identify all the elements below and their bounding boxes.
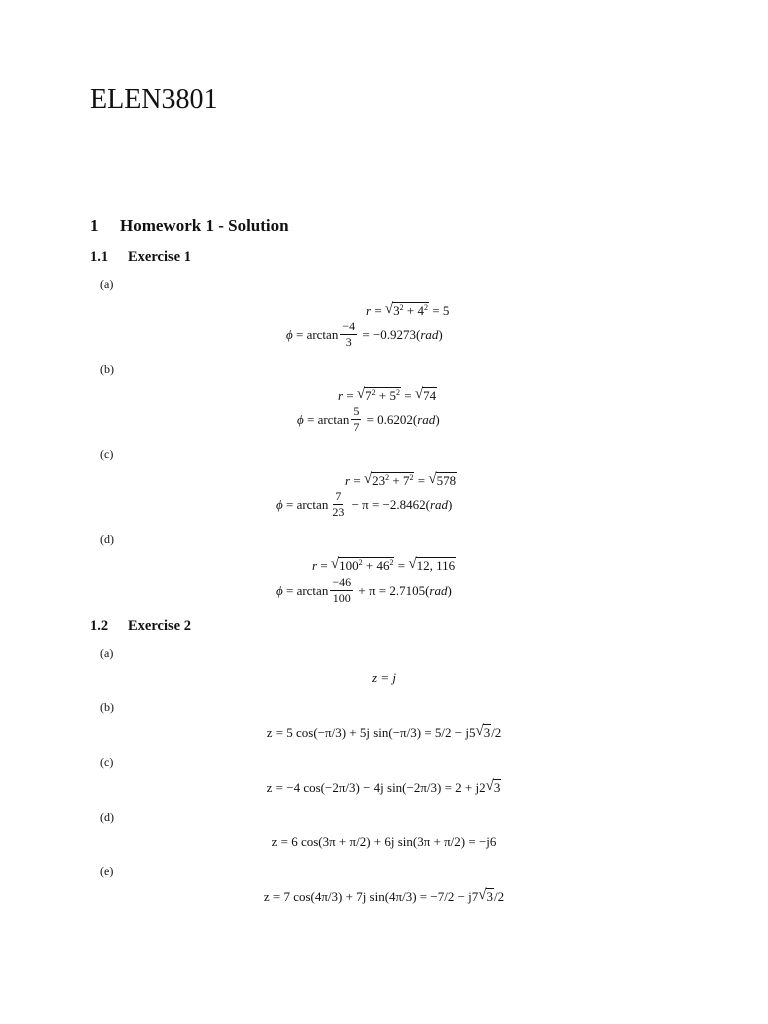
exercise-1-number: 1.1 — [90, 249, 109, 265]
equation-z: z = 6 cos(3π + π/2) + 6j sin(3π + π/2) = −j6 — [271, 834, 497, 849]
equation-z: z = 7 cos(4π/3) + 7j sin(4π/3) = −7/2 − j7 √ 3 /2 — [263, 887, 505, 904]
section-title: Homework 1 - Solution — [120, 216, 289, 235]
exercise-1-title: Exercise 1 — [128, 249, 191, 265]
part-label: (d) — [100, 532, 114, 546]
equation-phi: ϕ = arctan $\frac{-46}{100}$ + π = 2.7105( rad ) — [276, 575, 452, 605]
equation-z: z = −4 cos(−2π/3) − 4j sin(−2π/3) = 2 + j2 √ 3 — [266, 778, 501, 795]
part-label: (a) — [100, 646, 114, 660]
equation-phi: ϕ = arctan $\frac{7}{23}$ − π = −2.8462( rad ) — [276, 489, 453, 519]
equation-z: z = 5 cos(−π/3) + 5j sin(−π/3) = 5/2 − j5 √ 3 /2 — [266, 723, 502, 740]
part-label: (d) — [100, 810, 114, 824]
equation-r: r = √ $3^2 + 4^2$ = 5 — [366, 301, 450, 318]
equation-phi: ϕ = arctan $\frac{5}{7}$ = 0.6202( rad ) — [297, 404, 440, 434]
part-label: (c) — [100, 755, 114, 769]
exercise-1-heading — [90, 249, 191, 266]
exercise-2-title: Exercise 2 — [128, 618, 191, 634]
equation-z: z = j — [372, 670, 396, 685]
part-label: (a) — [100, 277, 114, 291]
equation-phi: ϕ = arctan $\frac{-4}{3}$ = −0.9273( rad ) — [286, 319, 443, 349]
part-label: (b) — [100, 700, 114, 714]
section-heading — [90, 216, 289, 236]
section-number: 1 — [90, 216, 99, 235]
part-label: (e) — [100, 864, 114, 878]
document-title: ELEN3801 — [90, 84, 218, 115]
part-label: (b) — [100, 362, 114, 376]
part-label: (c) — [100, 447, 114, 461]
equation-r: r = √ $100^2 + 46^2$ = √ 12, 116 — [312, 556, 456, 573]
equation-r: r = √ $7^2 + 5^2$ = √ 74 — [338, 386, 437, 403]
exercise-2-heading — [90, 618, 191, 635]
exercise-2-number: 1.2 — [90, 618, 109, 634]
equation-r: r = √ $23^2 + 7^2$ = √ 578 — [345, 471, 457, 488]
